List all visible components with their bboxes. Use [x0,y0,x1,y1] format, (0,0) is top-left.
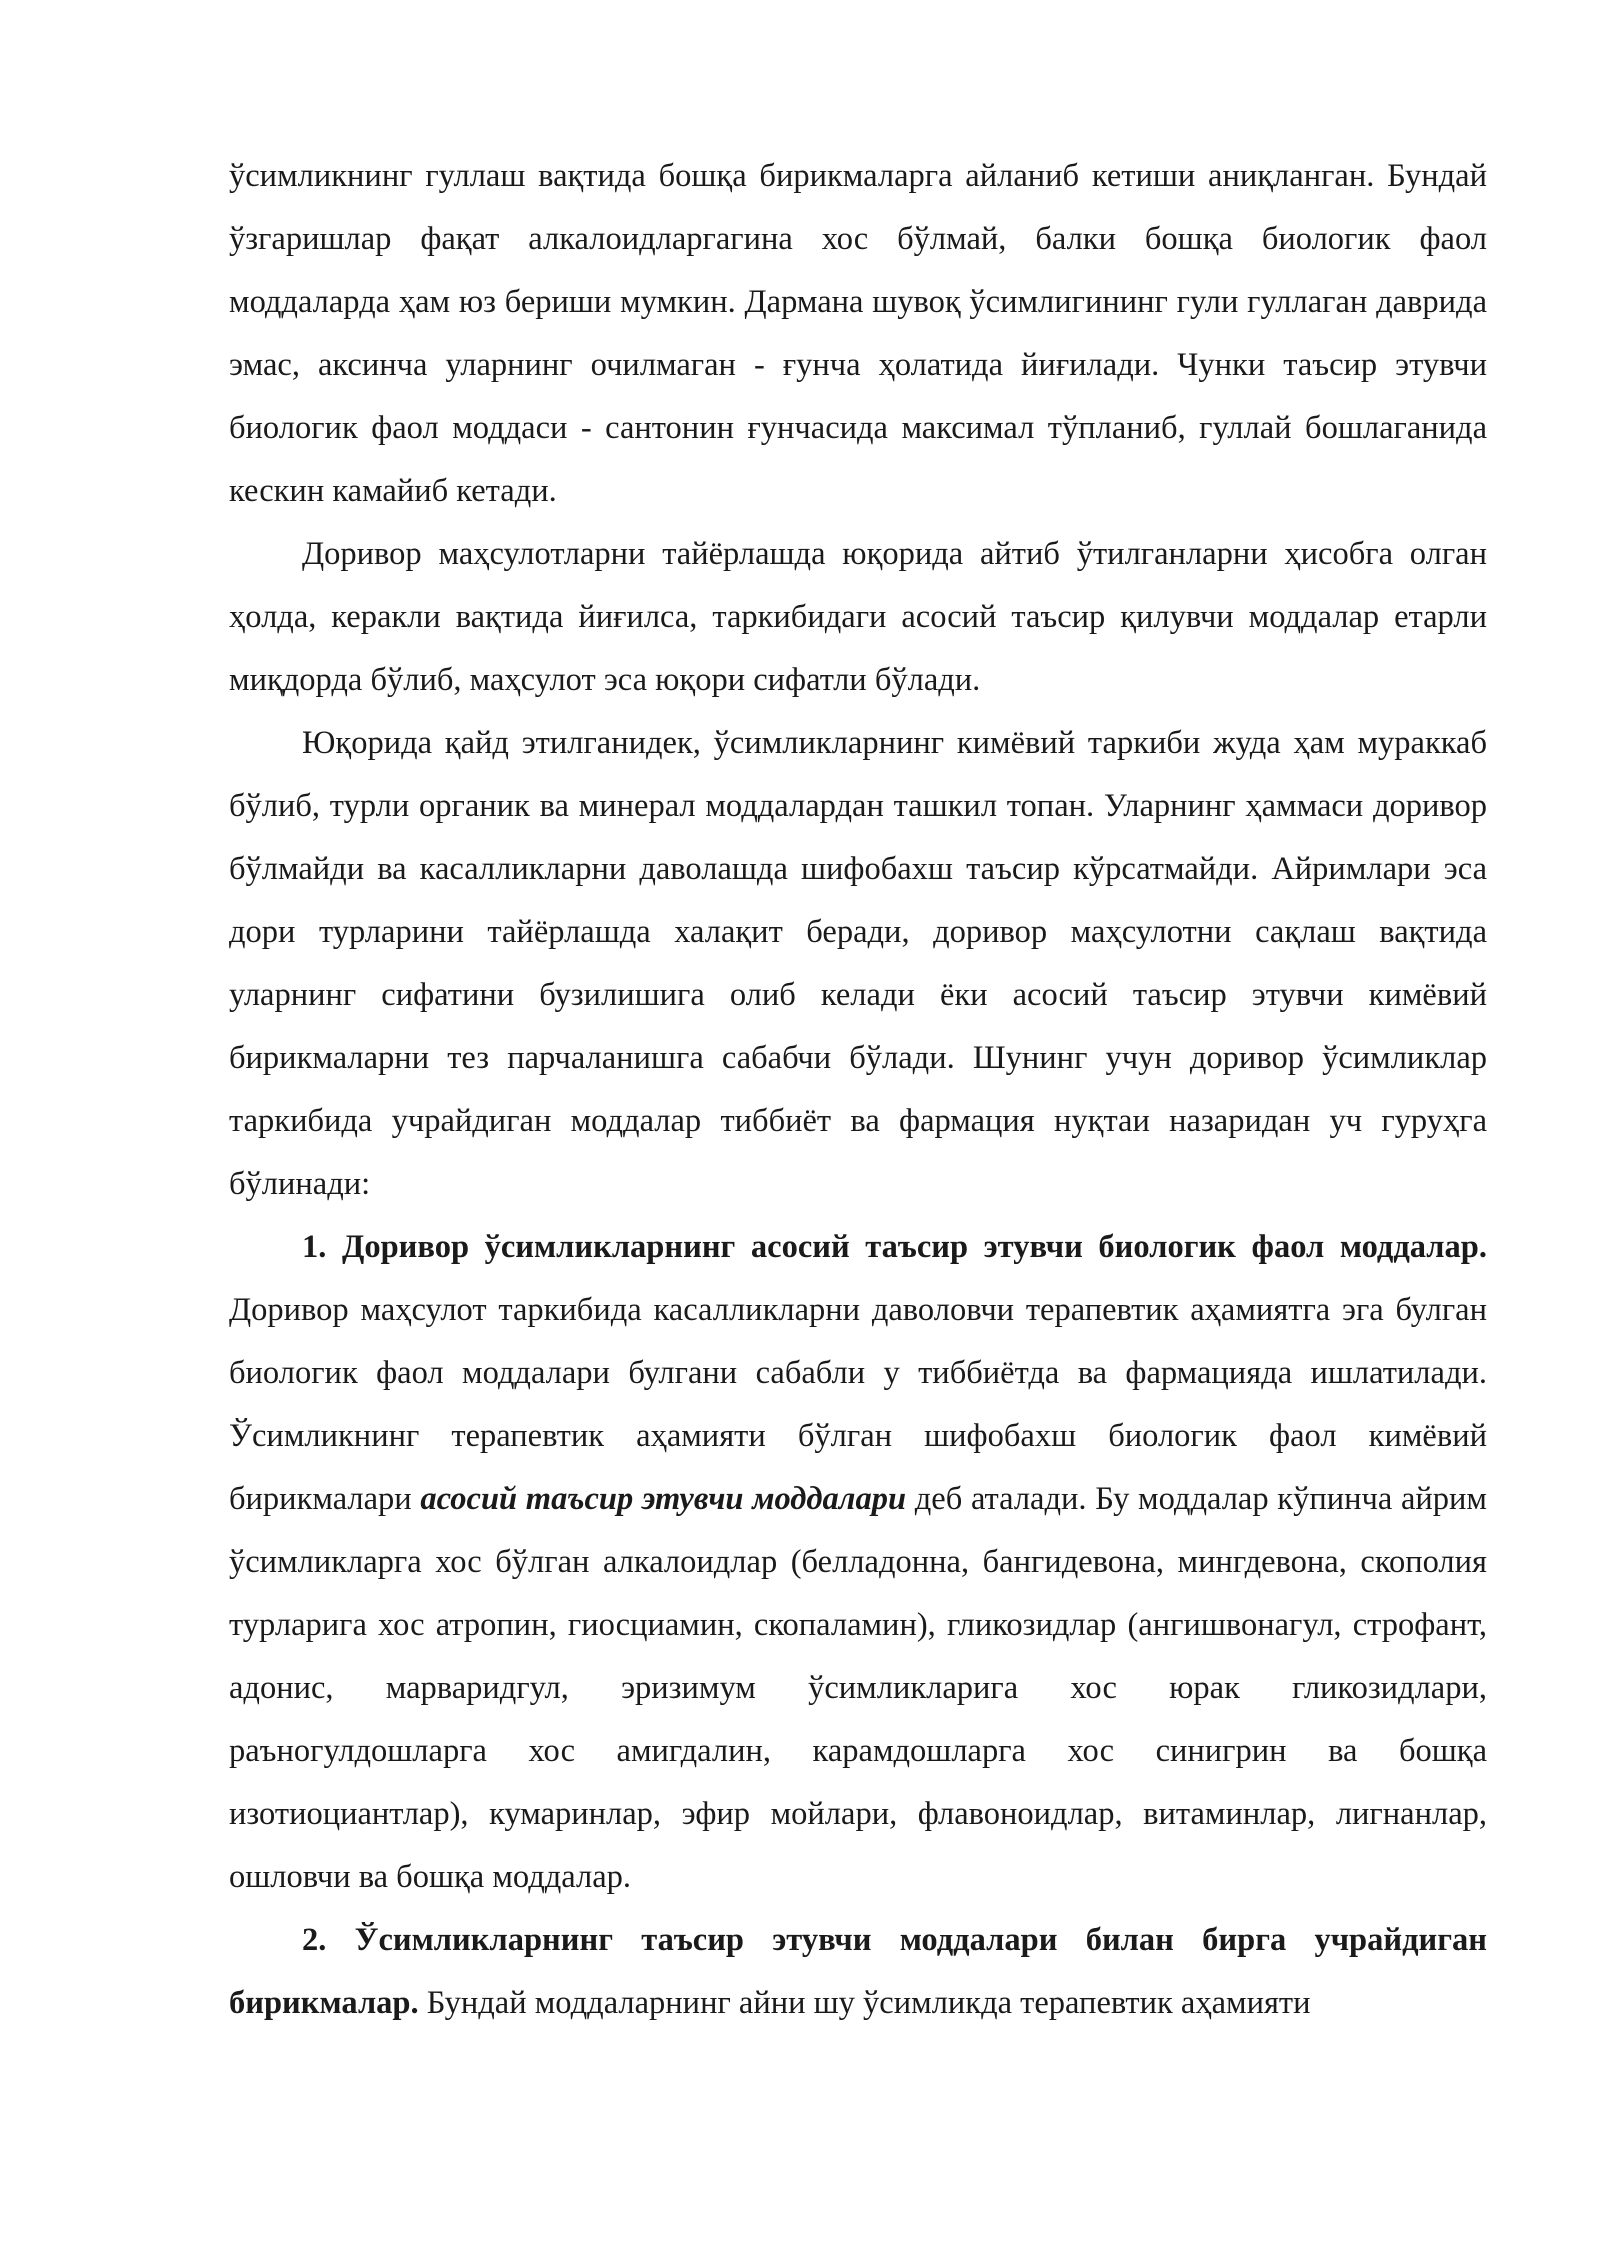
paragraph-4 [229,1216,1487,1909]
paragraph-1: ўсимликнинг гуллаш вақтида бошқа бирикмаларга айланиб кетиши аниқланган. Бундай ўзгаришлар фақат алкалоидларгагина хос бўлмай, балки бошқа биологик фаол моддаларда ҳам юз бериши мумкин. Дармана шувоқ ўсимлигининг гули гуллаган даврида эмас, аксинча уларнинг очилмаган - ғунча ҳолатида йиғилади. Чунки таъсир этувчи биологик фаол моддаси - сантонин ғунчасида максимал тўпланиб, гуллай бошлаганида кескин камайиб кетади. [229,158,1487,509]
paragraph-3: Юқорида қайд этилганидек, ўсимликларнинг кимёвий таркиби жуда ҳам мураккаб бўлиб, турли органик ва минерал моддалардан ташкил топан. Уларнинг ҳаммаси доривор бўлмайди ва касалликларни даволашда шифобахш таъсир кўрсатмайди. Айримлари эса дори турларини тайёрлашда халақит беради, доривор маҳсулотни сақлаш вақтида уларнинг сифатини бузилишига олиб келади ёки асосий таъсир этувчи кимёвий бирикмаларни тез парчаланишга сабабчи бўлади. Шунинг учун доривор ўсимликлар таркибида учрайдиган моддалар тиббиёт ва фармация нуқтаи назаридан уч гуруҳга бўлинади: [229,725,1487,1202]
paragraph-4-text-b: деб аталади. Бу моддалар кўпинча айрим ўсимликларга хос бўлган алкалоидлар (белладонна, бангидевона, мингдевона, скополия турларига хос атропин, гиосциамин, скопаламин), гликозидлар (ангишвонагул, строфант, адонис, марваридгул, эризимум ўсимликларига хос юрак гликозидлари, раъногулдошларга хос амигдалин, карамдошларга хос синигрин ва бошқа изотиоциантлар), кумаринлар, эфир мойлари, флавоноидлар, витаминлар, лигнанлар, ошловчи ва бошқа моддалар. [229,1481,1487,1895]
paragraph-2: Доривор маҳсулотларни тайёрлашда юқорида айтиб ўтилганларни ҳисобга олган ҳолда, керакли вақтида йиғилса, таркибидаги асосий таъсир қилувчи моддалар етарли миқдорда бўлиб, маҳсулот эса юқори сифатли бўлади. [229,536,1487,698]
paragraph-5 [229,1909,1487,2035]
paragraph-5-text: Бундай моддаларнинг айни шу ўсимликда терапевтик аҳамияти [418,1985,1311,2021]
section-heading-1: 1. Доривор ўсимликларнинг асосий таъсир этувчи биологик фаол моддалар. [302,1229,1487,1265]
section-heading-2: 2. Ўсимликларнинг таъсир этувчи моддалари билан бирга учрайдиган бирикмалар. [229,1922,1487,2021]
emphasis-term: асосий таъсир этувчи моддалари [420,1481,907,1517]
paragraph-4-text-a: Доривор маҳсулот таркибида касалликларни даволовчи терапевтик аҳамиятга эга булган биологик фаол моддалари булгани сабабли у тиббиётда ва фармацияда ишлатилади. Ўсимликнинг терапевтик аҳамияти бўлган шифобахш биологик фаол кимёвий бирикмалари [229,1292,1487,1517]
document-page [229,145,1487,2035]
